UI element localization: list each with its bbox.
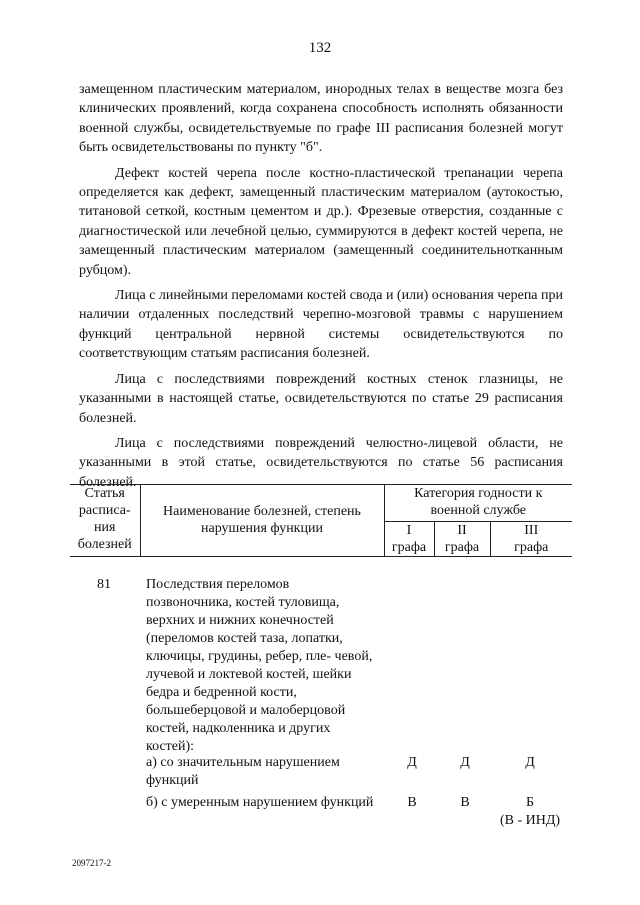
item-label: а) со значительным нарушением функций	[146, 755, 340, 788]
table-body	[70, 576, 572, 834]
col-name-header	[140, 485, 384, 557]
item-graph-3: Д	[525, 755, 535, 770]
item-graph-1: Д	[407, 755, 417, 770]
graph-1-label: графа	[391, 540, 427, 555]
graph-3-header	[490, 522, 572, 557]
paragraph-4: Лица с последствиями повреждений костных стенок глазницы, не указанными в настоящей статье, освидетельствуются по статье 29 расписания болезней.	[79, 371, 563, 426]
item-graph-3-extra: (В - ИНД)	[499, 813, 561, 828]
table-row	[70, 794, 572, 834]
item-graph-2: Д	[460, 755, 470, 770]
graph-1-header	[384, 522, 434, 557]
paragraph-1: замещенном пластическим материалом, инородных телах в веществе мозга без клинических проявлений, когда сохранена способность исполнять обязанности военной службы, освидетельствуемые по графе III расписания болезней могут быть освидетельствованы по пункту "б".	[79, 82, 563, 156]
col-article-header-text: Статья расписа- ния болезней	[77, 486, 132, 552]
item-graph-3	[495, 794, 565, 830]
graph-2-label: графа	[444, 540, 480, 555]
paragraph-5: Лица с последствиями повреждений челюстно-лицевой области, не указанными в этой статье, освидетельствуются по статье 56 расписания болезней.	[79, 435, 563, 490]
graph-3-num: III	[524, 523, 539, 538]
article-title: Последствия переломов позвоночника, костей туловища, верхних и нижних конечностей (переломов костей таза, лопатки, ключицы, грудины, ребер, пле- чевой, лучевой и локтевой костей, шейки бедра и бедренной кости, большеберцовой и малоберцовой костей, надколенника и других костей):	[146, 577, 373, 754]
table-row	[70, 754, 572, 794]
graph-3-label: графа	[514, 540, 549, 555]
paragraph-2: Дефект костей черепа после костно-пластической трепанации черепа определяется как дефект, замещенный пластическим материалом (аутокостью, титановой сеткой, костным цементом и др.). Фрезевые отверстия, созданные с диагностической или лечебной целью, суммируются в дефект костей черепа, не замещенный пластическим материалом (замещенный соединительнотканным рубцом).	[79, 165, 563, 278]
col-name-header-text: Наименование болезней, степень нарушения функции	[163, 504, 361, 536]
table-header	[70, 484, 572, 557]
graph-1-num: I	[406, 523, 412, 538]
article-row	[70, 576, 572, 754]
page-number: 132	[308, 40, 332, 56]
category-header	[384, 485, 572, 522]
item-graph-1: В	[407, 795, 417, 810]
paragraph-3: Лица с линейными переломами костей свода и (или) основания черепа при наличии отдаленных последствий черепно-мозговой травмы с нарушением функций центральной нервной системы освидетельствуются по соответствующим статьям расписания болезней.	[79, 288, 564, 362]
body-text	[79, 80, 563, 498]
graph-2-header	[434, 522, 490, 557]
article-number: 81	[97, 577, 111, 592]
footer-code: 2097217-2	[72, 858, 111, 868]
category-header-text: Категория годности к военной службе	[414, 486, 543, 518]
item-label: б) с умеренным нарушением функций	[146, 795, 374, 810]
graph-2-num: II	[457, 523, 467, 538]
col-article-header	[70, 485, 140, 557]
item-graph-3-value: Б	[525, 795, 535, 810]
item-graph-2: В	[460, 795, 470, 810]
